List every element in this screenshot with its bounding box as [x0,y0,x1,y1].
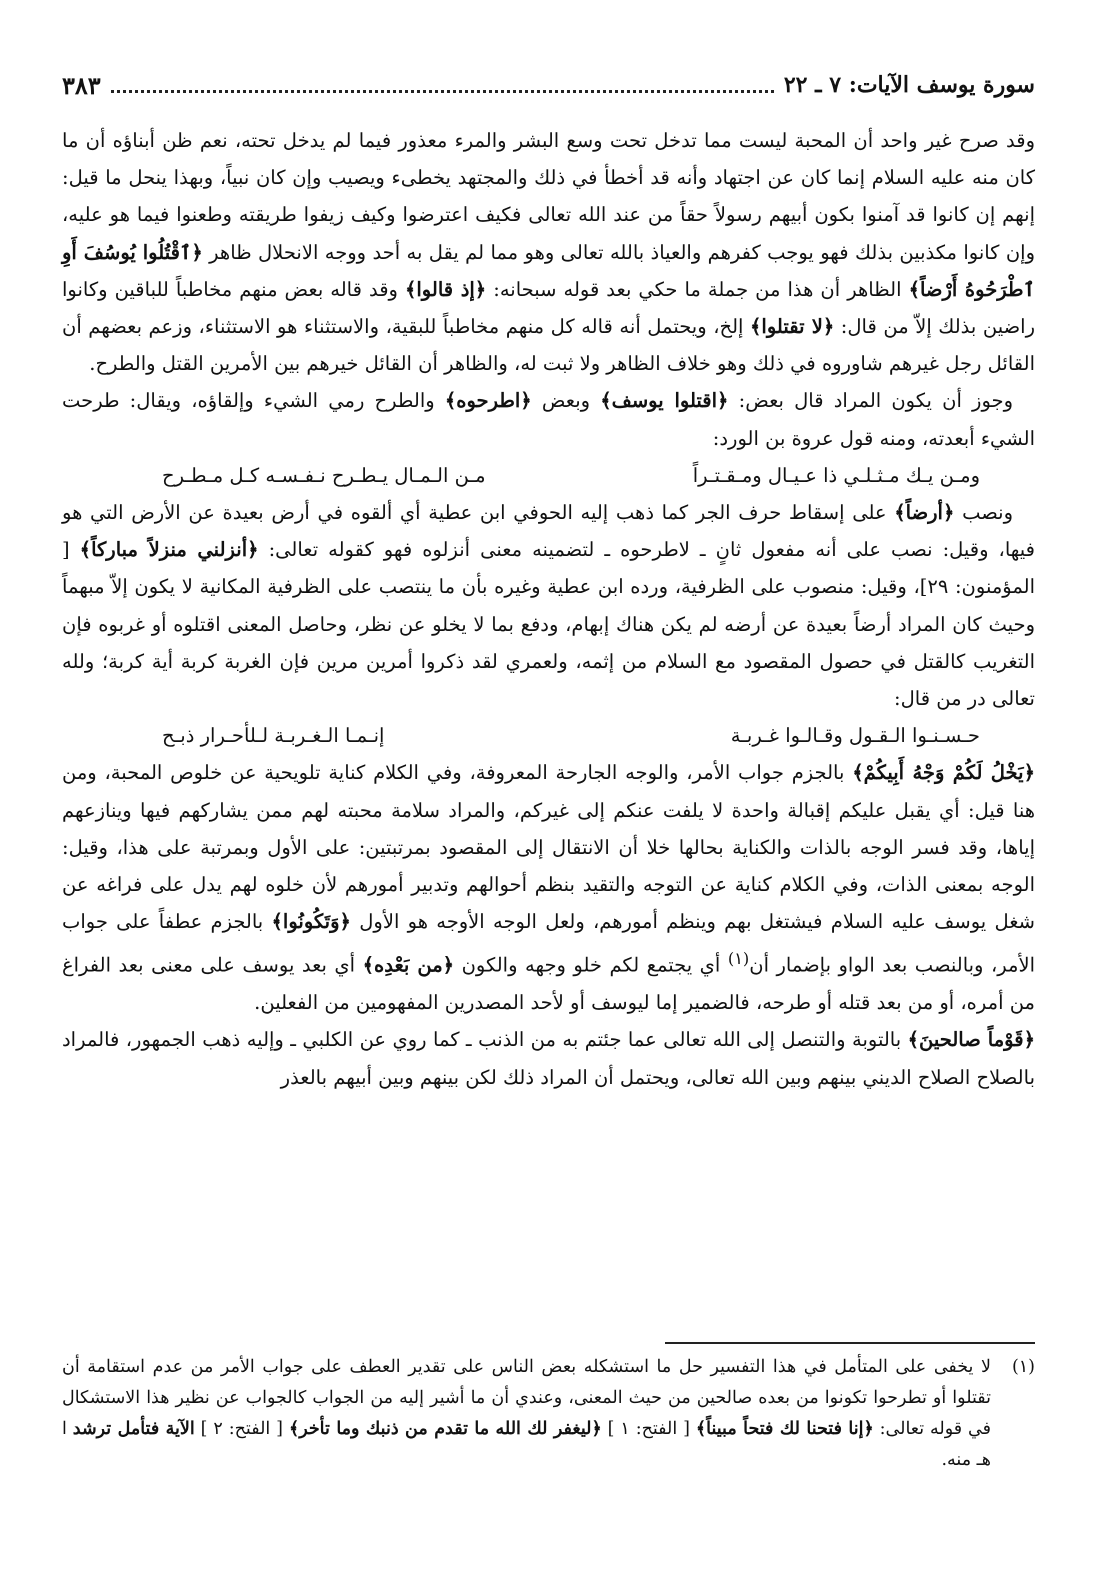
poem-verse [62,457,1035,494]
text-segment: ا هـ منه. [62,1419,991,1470]
quran-quote: ﴿اقتلوا يوسف﴾ [600,389,729,413]
text-segment: وجوز أن يكون المراد قال بعض: [728,389,1013,413]
text-segment: والطرح رمي الشيء وإلقاؤه، ويقال: طرحت الشيء أبعدته، ومنه قول عروة بن الورد: [62,389,1035,450]
text-segment: الظاهر أن هذا من جملة ما حكي بعد قوله سبحانه: [486,277,909,301]
text-segment: وقد قاله بعض منهم مخاطباً للباقين وكانوا راضين بذلك إلاّ من قال: [62,277,1036,339]
paragraph [62,1021,1035,1095]
paragraph [62,122,1035,382]
quran-quote: ﴿ٱقْتُلُوا يُوسُفَ أَوِ ٱطْرَحُوهُ أَرْضاً﴾ [62,240,1035,301]
text-segment: بالتوبة والتنصل إلى الله تعالى عما جئتم به من الذنب ـ كما روي عن الكلبي ـ وإليه ذهب الجمهور، فالمراد بالصلاح الصلاح الديني بينهم وبين الله تعالى، ويحتمل أن المراد ذلك لكن بينهم وبين أبيهم بالعذر [62,1028,1035,1089]
quran-quote: ﴿إنا فتحنا لك فتحاً مبيناً﴾ [695,1419,874,1439]
footnote-separator [665,1342,1035,1344]
text-segment: إلخ، ويحتمل أنه قاله كل منهم مخاطباً للبقية، والاستثناء هو الاستثناء، وزعم بعضهم أن القائل رجل غيرهم شاوروه في ذلك وهو خلاف الظاهر ولا ثبت له، والظاهر أن القائل خيرهم بين الأمرين القتل والطرح. [62,315,1035,376]
leader-dots [111,90,774,93]
text-segment: أي يجتمع لكم خلو وجهه والكون [454,953,728,977]
quran-quote: ﴿قَوْماً صالحينَ﴾ [907,1028,1036,1052]
text-segment: لا يخفى على المتأمل في هذا التفسير حل ما استشكله بعض الناس على تقدير العطف على جواب الأمر من عدم استقامة أن تقتلوا أو تطرحوا تكونوا من بعده صالحين من حيث المعنى، وعندي أن ما أشير إليه من الجواب كالجواب عن نظير هذا الاستشكال في قوله تعالى: [62,1357,991,1439]
quran-quote: ﴿وَتَكُونُوا﴾ [271,910,351,934]
quran-quote: ﴿من بَعْدِه﴾ [362,953,455,977]
paragraph [62,382,1035,456]
footnotes [62,1352,1035,1476]
verse-second-hemistich: مـن الـمـال يـطـرح نـفـسـه كـل مـطـرح [162,463,486,487]
chapter-title: سورة يوسف الآيات: ٧ ـ ٢٢ [783,72,1035,98]
text-segment: [ المؤمنون: ٢٩]، وقيل: منصوب على الظرفية، ورده ابن عطية وغيره بأن ما ينتصب على الظرفية المكانية لا يكون إلاّ مبهماً وحيث كان المراد أرضاً بعيدة عن أرضه لم يكن هناك إبهام، ودفع بما لا يخلو عن نظر، وحاصل المعنى اقتلوه أو غربوه فإن التغريب كالقتل في حصول المقصود مع السلام من إثمه، ولعمري لقد ذكروا أمرين مرين فإن الغربة كربة أية كربة؛ ولله تعالى در من قال: [62,538,1035,711]
quran-quote: ﴿أنزلني منزلاً مباركاً﴾ [79,538,259,562]
text-segment: وبعض [531,389,601,413]
paragraph [62,494,1035,717]
verse-second-hemistich: إنـمـا الـغـربـة لـلأحـرار ذبـح [162,724,385,748]
running-header [62,62,1035,108]
footnote-reference: (١) [727,949,750,969]
main-text [62,122,1035,1096]
verse-first-hemistich: حـسـنـوا الـقـول وقـالـوا غـربـة [730,724,980,748]
text-segment: وقد صرح غير واحد أن المحبة ليست مما تدخل تحت وسع البشر والمرء معذور فيما لم يدخل تحته، نعم ظن أبناؤه أن ما كان منه عليه السلام إنما كان عن اجتهاد وأنه قد أخطأ في ذلك والمجتهد يخطىء ويصيب وإن كان نبياً، وبهذا ينحل ما قيل: إنهم إن كانوا قد آمنوا بكون أبيهم رسولاً حقاً من عند الله تعالى فكيف اعترضوا وكيف زيفوا طريقته وطعنوا فيما هو عليه، وإن كانوا مكذبين بذلك فهو يوجب كفرهم والعياذ بالله تعالى وهو مما لم يقل به أحد ووجه الانحلال ظاهر [62,129,1035,264]
footnote-marker: (١) [1011,1357,1035,1377]
quran-quote: ﴿إذ قالوا﴾ [404,277,487,301]
quran-quote: الآية فتأمل ترشد [72,1419,195,1439]
text-segment: أي بعد يوسف على معنى بعد الفراغ من أمره، أو من بعد قتله أو طرحه، فالضمير إما ليوسف أو لأحد المصدرين المفهومين من الفعلين. [62,953,1035,1015]
quran-quote: ﴿ليغفر لك الله ما تقدم من ذنبك وما تأخر﴾ [288,1419,602,1439]
text-segment: بالجزم عطفاً على جواب الأمر، وبالنصب بعد الواو بإضمار أن [62,910,1035,977]
quran-quote: ﴿لا تقتلوا﴾ [750,315,835,339]
quran-quote: ﴿يَخْلُ لَكُمْ وَجْهُ أَبِيكُمْ﴾ [852,761,1035,785]
text-segment: [ الفتح: ١ ] [601,1419,696,1439]
text-segment: على إسقاط حرف الجر كما ذهب إليه الحوفي ابن عطية أي ألقوه في أرض بعيدة عن الأرض التي هو فيها، وقيل: نصب على أنه مفعول ثانٍ ـ لاطرحوه ـ لتضمينه معنى أنزلوه فهو كقوله تعالى: [62,501,1035,562]
footnote-item [62,1352,1035,1476]
verse-first-hemistich: ومـن يـك مـثـلـي ذا عـيـال ومـقـتـراً [692,463,980,487]
footnote-text [62,1352,991,1476]
text-segment: [ الفتح: ٢ ] [194,1419,289,1439]
poem-verse [62,717,1035,754]
quran-quote: ﴿اطرحوه﴾ [444,389,532,413]
page-number: ٣٨٣ [62,70,101,100]
quran-quote: ﴿أرضاً﴾ [894,501,955,525]
text-segment: بالجزم جواب الأمر، والوجه الجارحة المعروفة، وفي الكلام كناية تلويحية عن خلوص المحبة، ومن هنا قيل: أي يقبل عليكم إقبالة واحدة لا يلفت عنكم إلى غيركم، والمراد سلامة محبته لهم ممن يشاركهم فيها وينازعهم إياها، وقد فسر الوجه بالذات والكناية بحالها خلا أن الانتقال إلى المقصود بمرتبتين: على الأول وبمرتبة على هذا، وقيل: الوجه بمعنى الذات، وفي الكلام كناية عن التوجه والتقيد بنظم أحوالهم وتدبير أمورهم لأن خلوه لهم يدل على فراغه عن شغل يوسف عليه السلام فيشتغل بهم وينظم أمورهم، ولعل الوجه الأوجه هو الأول [62,761,1035,934]
text-segment: ونصب [954,501,1013,525]
paragraph [62,754,1035,1021]
